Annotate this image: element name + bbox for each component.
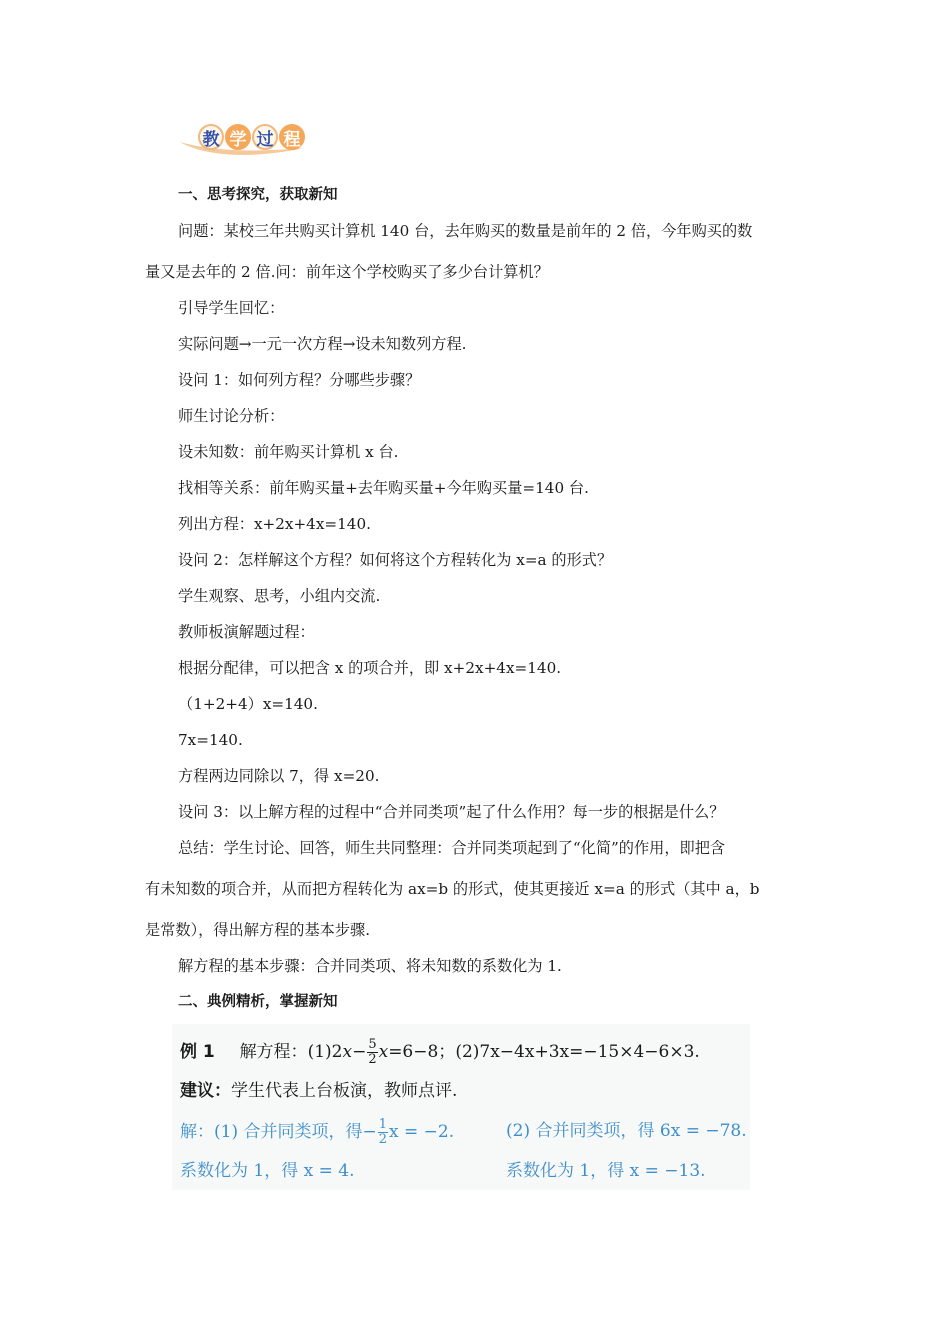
fraction-numerator: 5 [368,1037,377,1052]
paragraph-line: 设问 3：以上解方程的过程中“合并同类项”起了什么作用？每一步的根据是什么？ [178,803,725,821]
solution-1-line-1 [180,1118,454,1147]
banner-char: 程 [279,124,305,150]
paragraph-line: 学生观察、思考，小组内交流. [178,587,381,605]
paragraph-line: （1+2+4）x=140. [178,695,318,713]
solution-2-line-1: (2) 合并同类项，得 6x = −78. [506,1121,747,1141]
paragraph-line: 找相等关系：前年购买量+去年购买量+今年购买量=140 台. [178,479,589,497]
paragraph-line: 总结：学生讨论、回答，师生共同整理：合并同类项起到了“化简”的作用，即把含 [178,839,726,857]
fraction [367,1038,377,1067]
paragraph-line: 问题：某校三年共购买计算机 140 台，去年购买的数量是前年的 2 倍，今年购买的数 [178,222,753,240]
paragraph-line: 根据分配律，可以把含 x 的项合并，即 x+2x+4x=140. [178,659,562,677]
equation-1-suffix: =6−8； [388,1042,456,1062]
paragraph-line: 实际问题→一元一次方程→设未知数列方程. [178,335,467,353]
fraction [378,1118,388,1147]
solution-1-line-2: 系数化为 1，得 x = 4. [180,1161,355,1181]
solution-text: (1) 合并同类项，得− [214,1122,377,1142]
fraction-denominator: 2 [378,1132,388,1147]
fraction-denominator: 2 [368,1052,377,1067]
example-advice [180,1080,457,1102]
equation-2: (2)7x−4x+3x=−15×4−6×3. [455,1042,700,1062]
paragraph-line: 设未知数：前年购买计算机 x 台. [178,443,399,461]
paragraph-line: 有未知数的项合并，从而把方程转化为 ax=b 的形式，使其更接近 x=a 的形式（其中 a，b [145,880,760,898]
example-task: 解方程： [239,1042,308,1062]
banner-title [198,124,305,150]
paragraph-line: 教师板演解题过程： [178,623,315,641]
solution-text: x = −2. [389,1122,455,1142]
example-box [172,1024,750,1190]
advice-text: 学生代表上台板演，教师点评. [231,1081,458,1101]
banner-char: 过 [252,124,278,150]
paragraph-line: 列出方程：x+2x+4x=140. [178,515,371,533]
fraction-numerator: 1 [378,1117,388,1132]
section-heading: 一、思考探究，获取新知 [178,187,338,203]
paragraph-line: 7x=140. [178,731,243,749]
advice-label: 建议： [180,1081,231,1101]
solution-label: 解： [180,1122,214,1142]
section-heading: 二、典例精析，掌握新知 [178,994,338,1010]
paragraph-line: 量又是去年的 2 倍.问：前年这个学校购买了多少台计算机？ [145,263,549,281]
paragraph-line: 方程两边同除以 7，得 x=20. [178,767,380,785]
paragraph-line: 解方程的基本步骤：合并同类项、将未知数的系数化为 1. [178,957,562,975]
example-label: 例 1 [180,1042,215,1062]
paragraph-line: 引导学生回忆： [178,299,285,317]
banner-char: 学 [225,124,251,150]
paragraph-line: 师生讨论分析： [178,407,285,425]
equation-1-prefix: (1)2 [307,1042,343,1062]
paragraph-line: 设问 1：如何列方程？分哪些步骤？ [178,371,421,389]
solution-2-line-2: 系数化为 1，得 x = −13. [506,1161,706,1181]
example-problem: 例 1 解方程：(1)2x− $\frac{5}{2}$ x=6−8；(2)7x−4x+3x=−15×4−6×3. [180,1037,700,1067]
paragraph-line: 设问 2：怎样解这个方程？如何将这个方程转化为 x=a 的形式？ [178,551,613,569]
paragraph-line: 是常数），得出解方程的基本步骤. [145,921,371,939]
banner-char: 教 [198,124,224,150]
section-banner [178,118,308,160]
